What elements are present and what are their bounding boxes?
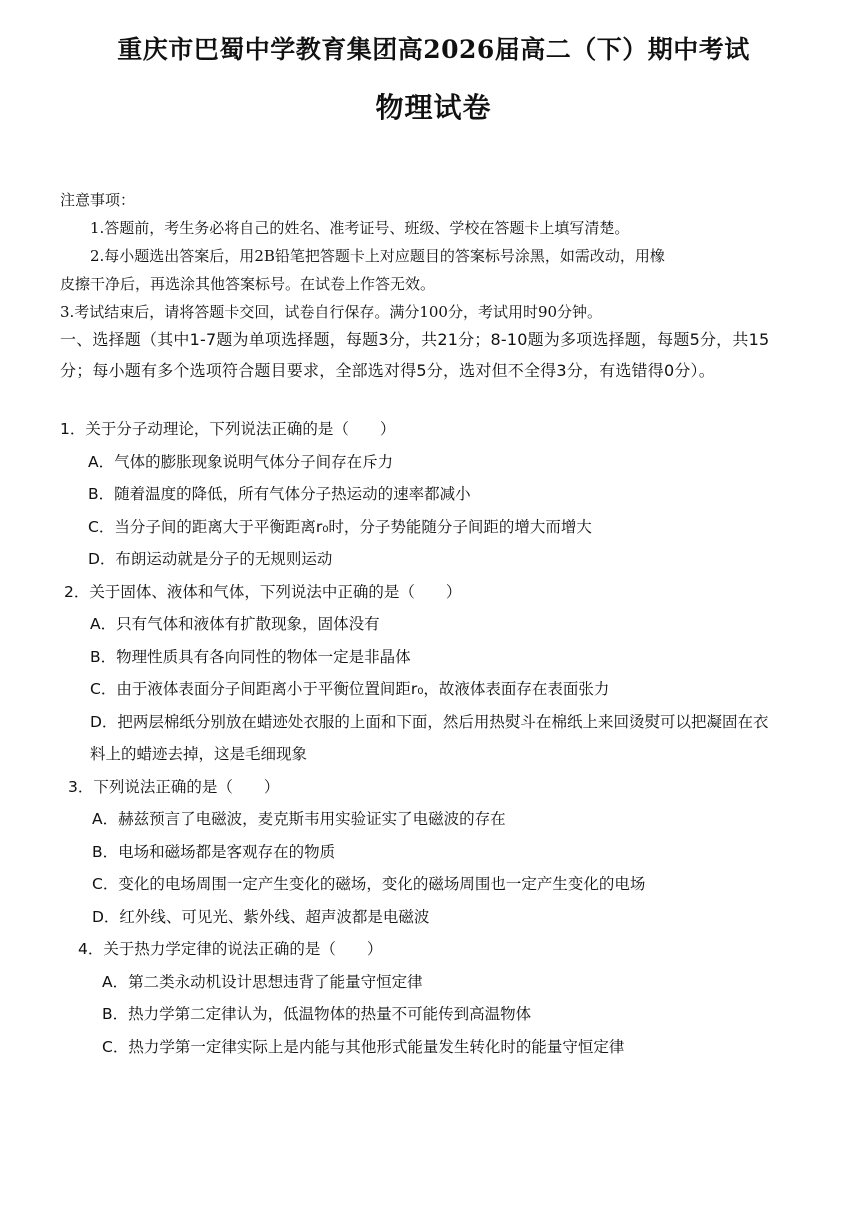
- option-a: A．只有气体和液体有扩散现象，固体没有: [90, 615, 380, 633]
- option-b: B．热力学第二定律认为，低温物体的热量不可能传到高温物体: [102, 1005, 532, 1023]
- option-c: C．变化的电场周围一定产生变化的磁场，变化的磁场周围也一定产生变化的电场: [92, 875, 646, 893]
- exam-subject: 物理试卷: [375, 91, 492, 124]
- question-3: [60, 771, 780, 934]
- option-b: B．电场和磁场都是客观存在的物质: [92, 842, 336, 861]
- question-stem: 4．关于热力学定律的说法正确的是（ ）: [78, 940, 383, 958]
- option-c: C．当分子间的距离大于平衡距离r₀时，分子势能随分子间距的增大而增大: [88, 517, 592, 536]
- option-c: C．由于液体表面分子间距离小于平衡位置间距r₀，故液体表面存在表面张力: [90, 680, 610, 698]
- notice-heading: 注意事项：: [60, 191, 136, 209]
- question-stem: 2．关于固体、液体和气体，下列说法中正确的是（ ）: [64, 582, 462, 601]
- option-d: D．把两层棉纸分别放在蜡迹处衣服的上面和下面，然后用热熨斗在棉纸上来回烫熨可以把凝固在衣料上的蜡迹去掉，这是毛细现象: [90, 712, 769, 763]
- option-a: A．气体的膨胀现象说明气体分子间存在斥力: [88, 452, 394, 471]
- section-heading: 一、选择题（其中1-7题为单项选择题，每题3分，共21分；8-10题为多项选择题，每题5分，共15分；每小题有多个选项符合题目要求，全部选对得5分，选对但不全得3分，有选错得0分）。: [60, 330, 770, 380]
- notice-block: [60, 186, 780, 326]
- option-a: A．赫兹预言了电磁波，麦克斯韦用实验证实了电磁波的存在: [92, 810, 506, 828]
- option-b: B．物理性质具有各向同性的物体一定是非晶体: [90, 647, 411, 666]
- notice-item: 1.答题前，考生务必将自己的姓名、准考证号、班级、学校在答题卡上填写清楚。: [90, 219, 630, 237]
- option-d: D．布朗运动就是分子的无规则运动: [88, 550, 333, 568]
- option-a: A．第二类永动机设计思想违背了能量守恒定律: [102, 972, 423, 991]
- notice-item: 皮擦干净后，再选涂其他答案标号。在试卷上作答无效。: [60, 275, 436, 293]
- option-d: D．红外线、可见光、紫外线、超声波都是电磁波: [92, 907, 430, 926]
- option-b: B．随着温度的降低，所有气体分子热运动的速率都减小: [88, 485, 471, 503]
- exam-title: 重庆市巴蜀中学教育集团高2026届高二（下）期中考试: [117, 35, 750, 64]
- question-2: [60, 576, 780, 771]
- question-1: [60, 413, 780, 576]
- notice-item: 2.每小题选出答案后，用2B铅笔把答题卡上对应题目的答案标号涂黑，如需改动，用橡: [90, 247, 665, 265]
- question-4: [60, 933, 780, 1063]
- notice-item: 3.考试结束后，请将答题卡交回，试卷自行保存。满分100分，考试用时90分钟。: [60, 303, 603, 321]
- question-stem: 1．关于分子动理论，下列说法正确的是（ ）: [60, 420, 396, 438]
- question-list: [60, 413, 780, 1063]
- question-stem: 3．下列说法正确的是（ ）: [68, 777, 280, 796]
- option-c: C．热力学第一定律实际上是内能与其他形式能量发生转化时的能量守恒定律: [102, 1037, 625, 1056]
